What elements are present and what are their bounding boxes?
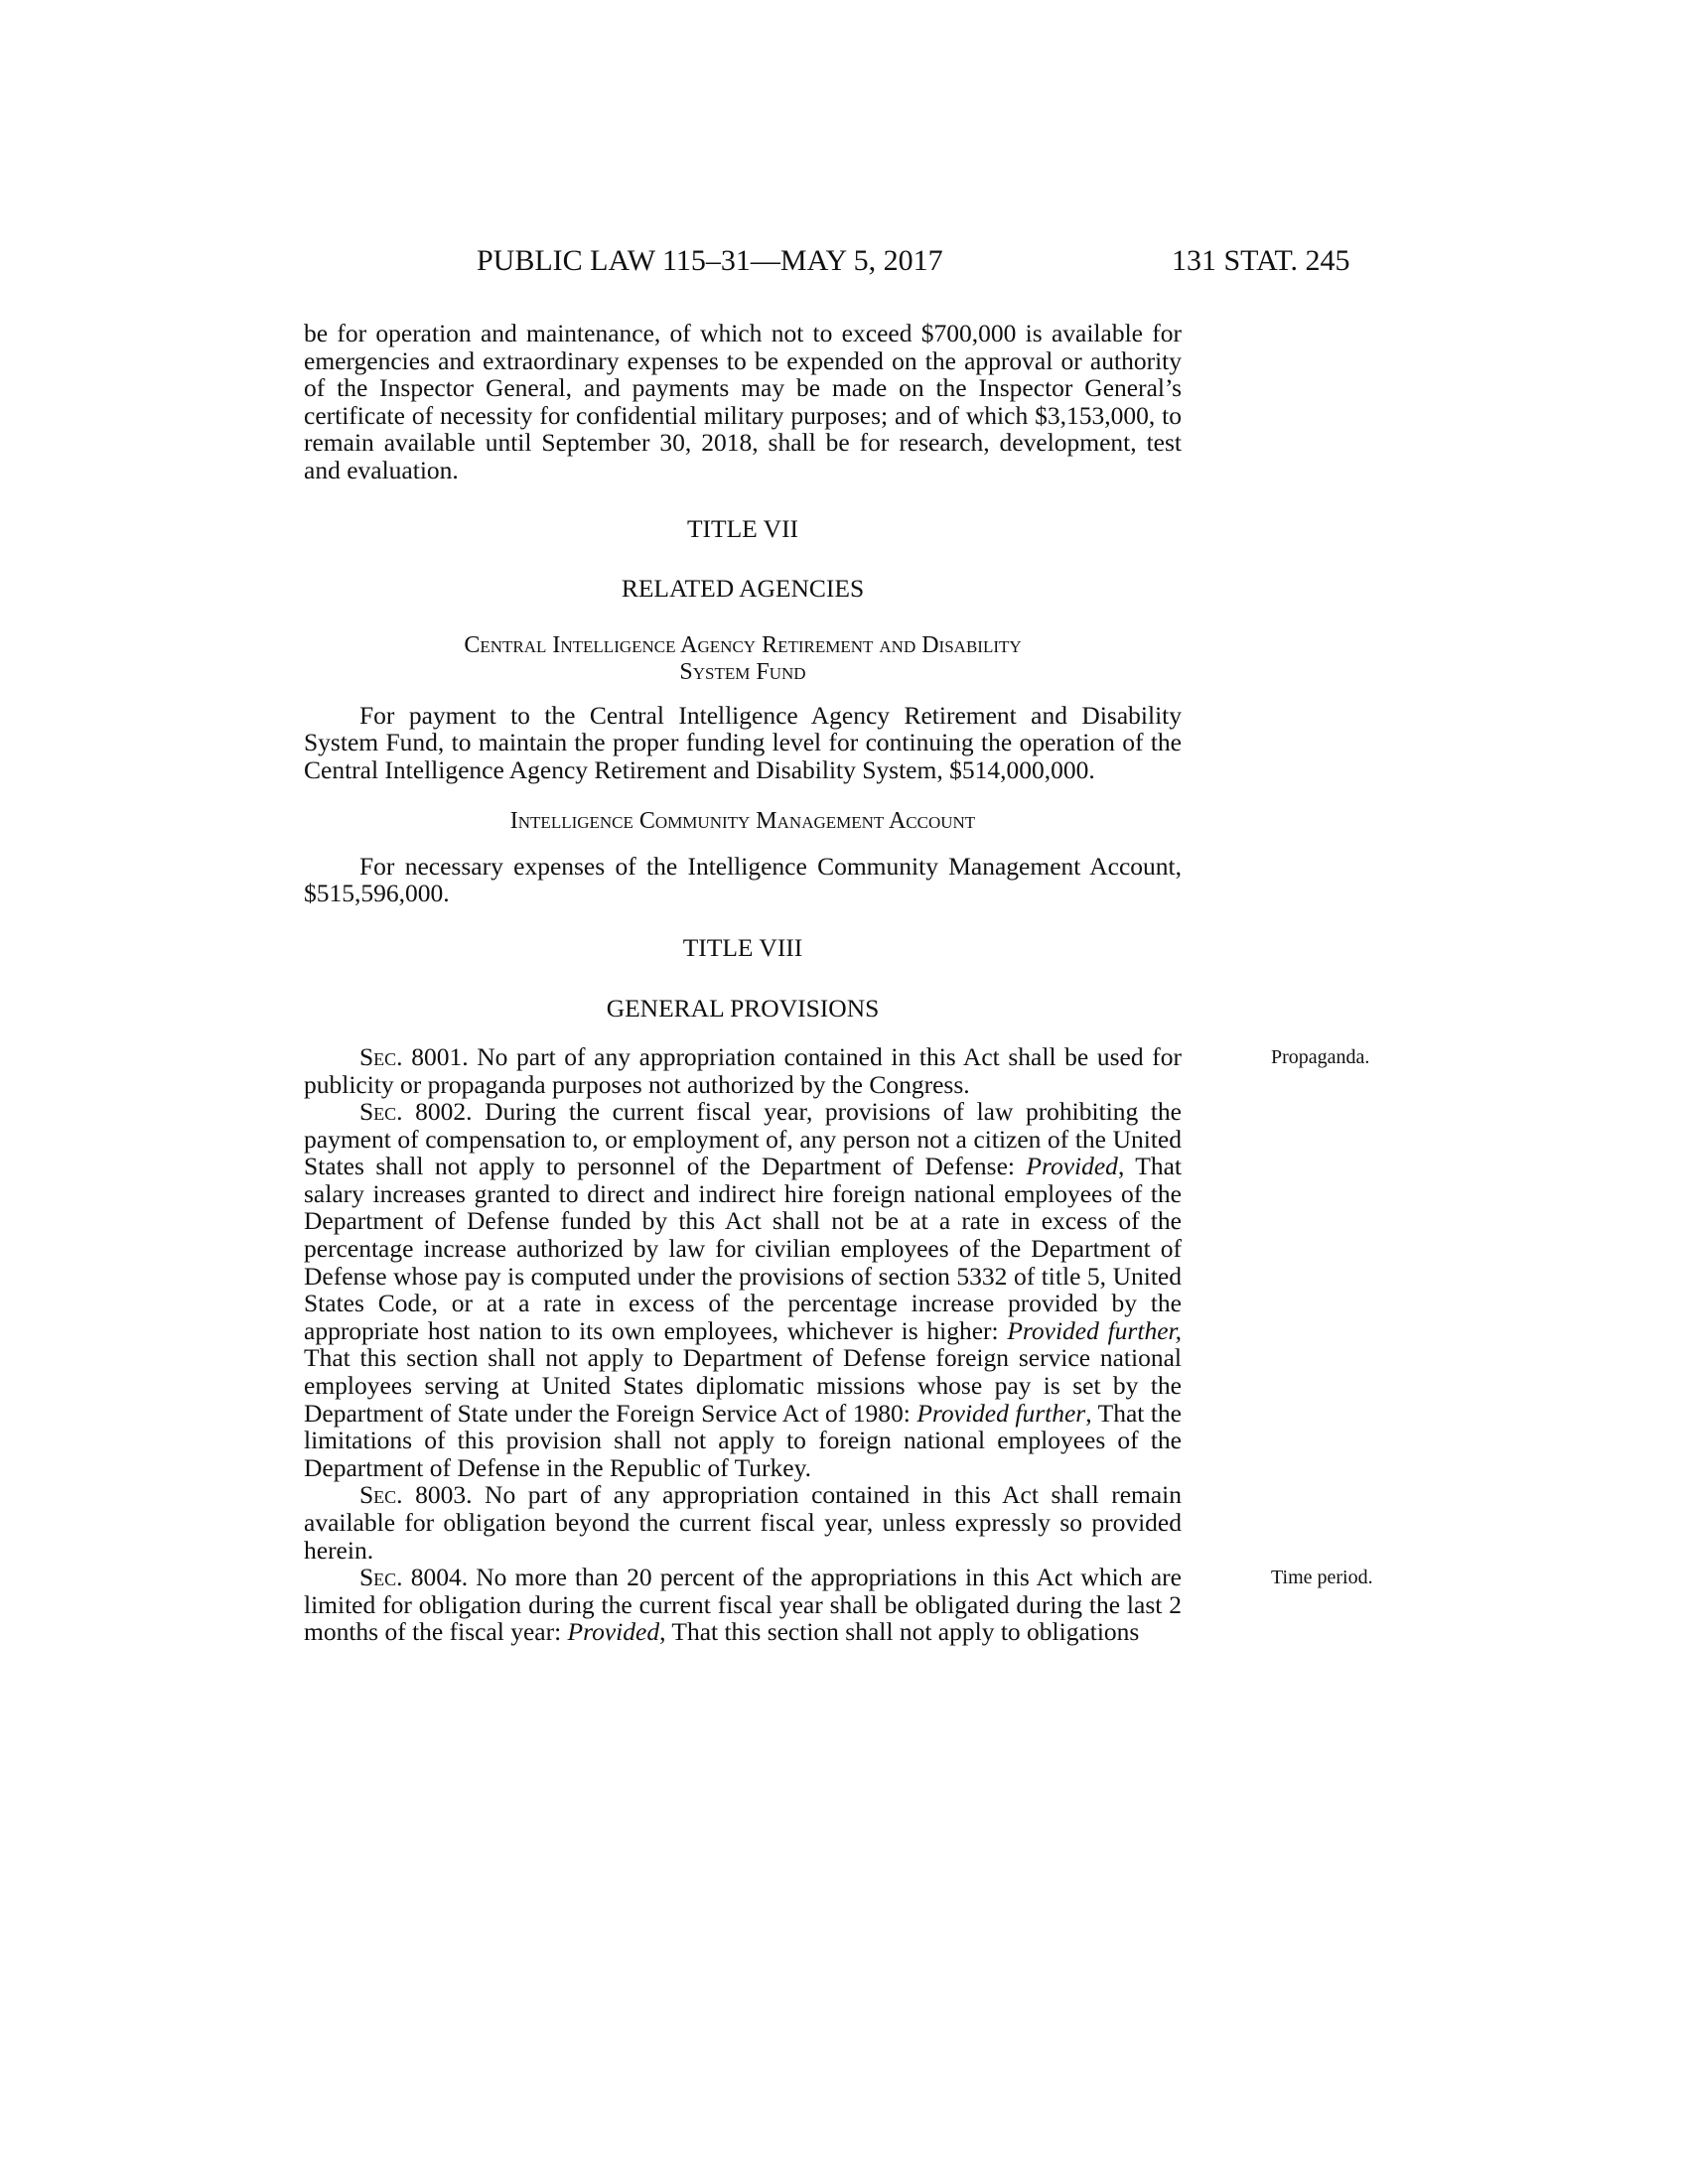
ciars-heading-line-1: Central Intelligence Agency Retirement and Disability [464, 631, 1022, 658]
ciars-heading-line-2: System Fund [679, 658, 806, 685]
section-8004-provided: Provided [567, 1617, 660, 1647]
section-8004-label: Sec. 8004. [359, 1563, 469, 1592]
section-8001 [304, 1041, 1370, 1099]
icma-heading: Intelligence Community Management Account [509, 807, 976, 834]
ciars-heading [304, 632, 1182, 686]
section-8002-text-4: , That the limitations of this provision shall not apply to foreign national employees of the Department of Defense in the Republic of Turkey. [304, 1398, 1182, 1482]
section-8002-label: Sec. 8002. [359, 1097, 473, 1127]
title-vii-heading: TITLE VII [686, 513, 799, 543]
section-8002-text-3: That this section shall not apply to Department of Defense foreign service national employees serving at United States diplomatic missions whose pay is set by the Department of State under the Foreign Service Act of 1980: [304, 1343, 1182, 1428]
section-8004 [304, 1563, 1373, 1647]
section-8001-label: Sec. 8001. [359, 1041, 469, 1071]
related-agencies-heading: RELATED AGENCIES [621, 574, 865, 604]
section-8002-provided-1: Provided [1026, 1152, 1118, 1181]
icma-paragraph: For necessary expenses of the Intelligence Community Management Account, $515,596,000. [304, 851, 1182, 908]
title-viii-heading: TITLE VIII [682, 932, 803, 962]
body-column [304, 319, 1373, 1647]
margin-note-time-period: Time period. [1271, 1567, 1373, 1589]
section-8003-label: Sec. 8003. [359, 1480, 473, 1510]
intro-paragraph: be for operation and maintenance, of which not to exceed $700,000 is available for emergencies and extraordinary expenses to be expended on the approval or authority of the Inspector General, and payments may be made on the Inspector General’s certificate of necessity for confidential military purposes; and of which $3,153,000, to remain available until September 30, 2018, shall be for research, development, test and evaluation. [304, 319, 1182, 484]
section-8002-text-2: , That salary increases granted to direct and indirect hire foreign national employees of the Department of Defense funded by this Act shall not be at a rate in excess of the percentage increase authorized by law for civilian employees of the Department of Defense whose pay is computed under the provisions of section 5332 of title 5, United States Code, or at a rate in excess of the percentage increase provided by the appropriate host nation to its own employees, whichever is higher: [304, 1152, 1182, 1345]
section-8003-text: No part of any appropriation contained in this Act shall remain available for obligation beyond the current fiscal year, unless expressly so provided herein. [304, 1480, 1183, 1565]
margin-note-propaganda: Propaganda. [1271, 1045, 1370, 1068]
section-8002-provided-2: Provided further, [1007, 1315, 1182, 1345]
ciars-paragraph: For payment to the Central Intelligence Agency Retirement and Disability System Fund, to maintain the proper funding level for continuing the operation of the Central Intelligence Agency Retirement and Disability System, $514,000,000. [304, 700, 1182, 784]
section-8001-text: No part of any appropriation contained in this Act shall be used for publicity or propaganda purposes not authorized by the Congress. [304, 1041, 1182, 1099]
section-8002 [304, 1098, 1182, 1481]
section-8002-provided-3: Provided further [916, 1398, 1086, 1428]
page-header [0, 244, 1688, 284]
section-8004-text-2: , That this section shall not apply to obligations [659, 1617, 1140, 1647]
general-provisions-heading: GENERAL PROVISIONS [606, 994, 880, 1024]
running-head-title: PUBLIC LAW 115–31—MAY 5, 2017 [477, 244, 943, 277]
section-8002-text-1: During the current fiscal year, provisions of law prohibiting the payment of compensation to, or employment of, any person not a citizen of the United States shall not apply to personnel of the Department of Defense: [304, 1097, 1182, 1181]
section-8004-text-1: No more than 20 percent of the appropriations in this Act which are limited for obligation during the current fiscal year shall be obligated during the last 2 months of the fiscal year: [304, 1563, 1182, 1647]
section-8003 [304, 1481, 1182, 1564]
statute-page-number: 131 STAT. 245 [1172, 244, 1350, 277]
